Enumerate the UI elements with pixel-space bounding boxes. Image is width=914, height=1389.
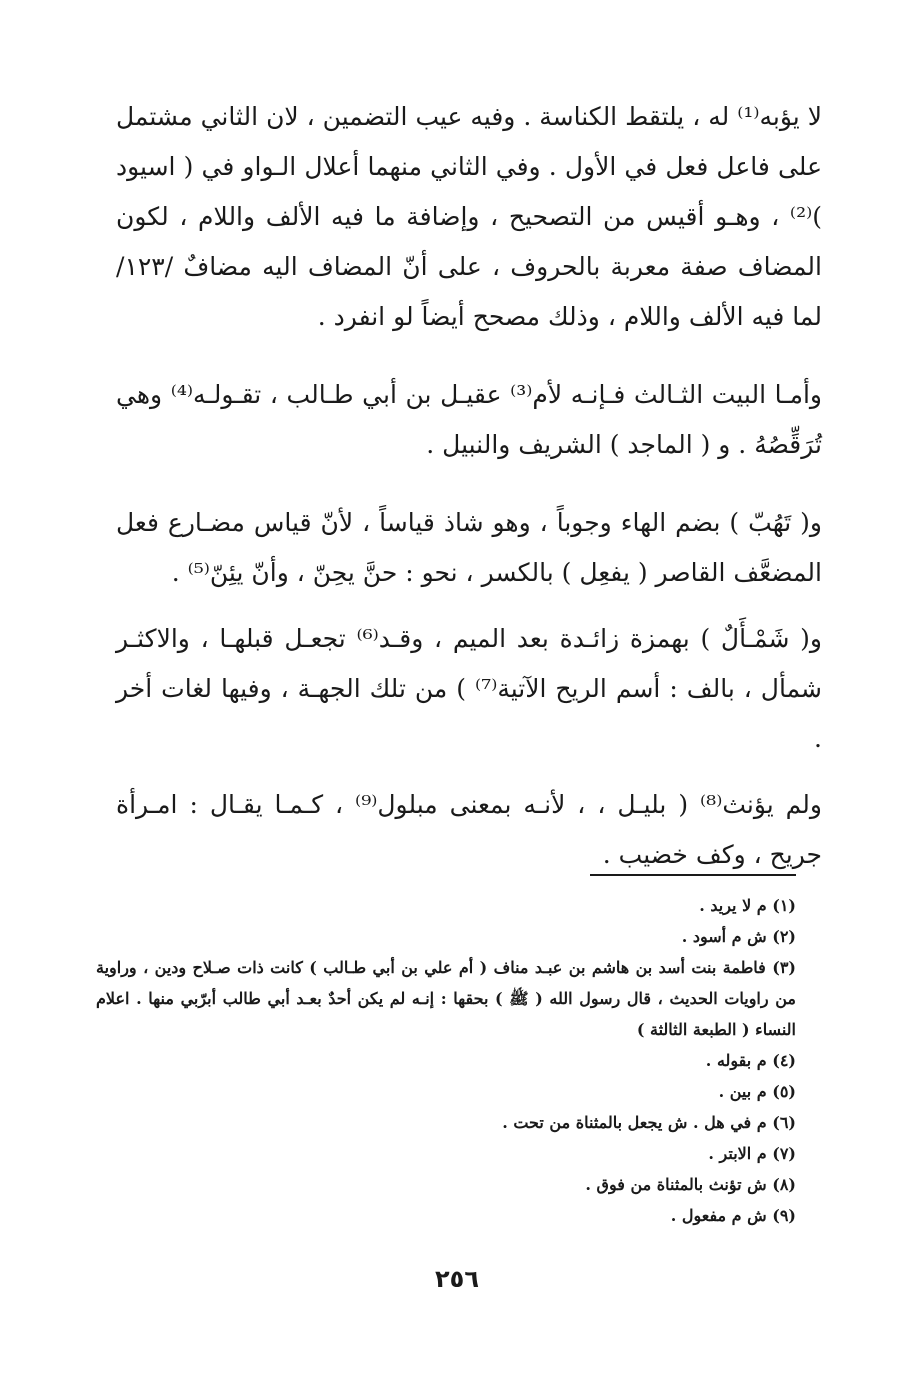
footnote-4: (٤) م بقوله .: [705, 1051, 796, 1070]
paragraph-1: لا يؤبه⁽¹⁾ له ، يلتقط الكناسة . وفيه عيب التضمين ، لان الثاني مشتمل على فاعل فعل في الأول . وفي الثاني منهما أعلال الـواو في ( اسيود )⁽²⁾ ، وهـو أقيس من التصحيح ، وإضافة ما فيه الألف واللام ، لكون المضاف صفة معربة بالحروف ، على أنّ المضاف اليه مضافٌ /١٢٣/ لما فيه الألف واللام ، وذلك مصحح أيضاً لو انفرد .: [116, 102, 822, 331]
paragraph-3: و( تَهُبّ ) بضم الهاء وجوباً ، وهو شاذ قياساً ، لأنّ قياس مضـارع فعل المضعَّف القاصر ( يفعِل ) بالكسر ، نحو : حنَّ يحِنّ ، وأنّ يئِنّ⁽⁵⁾ .: [116, 508, 822, 587]
footnote-1: (١) م لا يريد .: [699, 896, 796, 915]
footnote-6: (٦) م في هل . ش يجعل بالمثناة من تحت .: [502, 1113, 796, 1132]
page-number: ٢٥٦: [435, 1265, 479, 1293]
footnote-7: (٧) م الابتر .: [708, 1144, 796, 1163]
footnote-8: (٨) ش تؤنث بالمثناة من فوق .: [585, 1175, 796, 1194]
footnote-3: (٣) فاطمة بنت أسد بن هاشم بن عبـد مناف ( أم علي بن أبي طـالب ) كانت ذات صـلاح ودين ، وراوية من راويات الحديث ، قال رسول الله ( ﷺ ) بحقها : إنـه لم يكن أحدٌ بعـد أبي طالب أبرّبي منها . اعلام النساء ( الطبعة الثالثة ): [96, 958, 796, 1039]
paragraph-2: وأمـا البيت الثـالث فـإنـه لأم⁽³⁾ عقيـل بن أبي طـالب ، تقـولـه⁽⁴⁾ وهي تُرَقِّصُهُ . و ( الماجد ) الشريف والنبيل .: [116, 380, 822, 459]
paragraph-4: و( شَمْـأَلٌ ) بهمزة زائـدة بعد الميم ، وقـد⁽⁶⁾ تجعـل قبلهـا ، والاكثـر شمأل ، بالف : أسم الريح الآتية⁽⁷⁾ ) من تلك الجهـة ، وفيها لغات أخر .: [116, 624, 822, 753]
footnotes: [96, 890, 796, 1231]
paragraph-5: ولم يؤنث⁽⁸⁾ ( بليـل ، ، لأنـه بمعنى مبلول⁽⁹⁾ ، كـمـا يقـال : امـرأة جريح ، وكف خضيب .: [116, 790, 822, 869]
main-text: [116, 92, 822, 880]
footnote-9: (٩) ش م مفعول .: [670, 1206, 796, 1225]
footnote-divider: [590, 874, 796, 876]
footnote-2: (٢) ش م أسود .: [681, 927, 796, 946]
footnote-5: (٥) م بين .: [718, 1082, 796, 1101]
